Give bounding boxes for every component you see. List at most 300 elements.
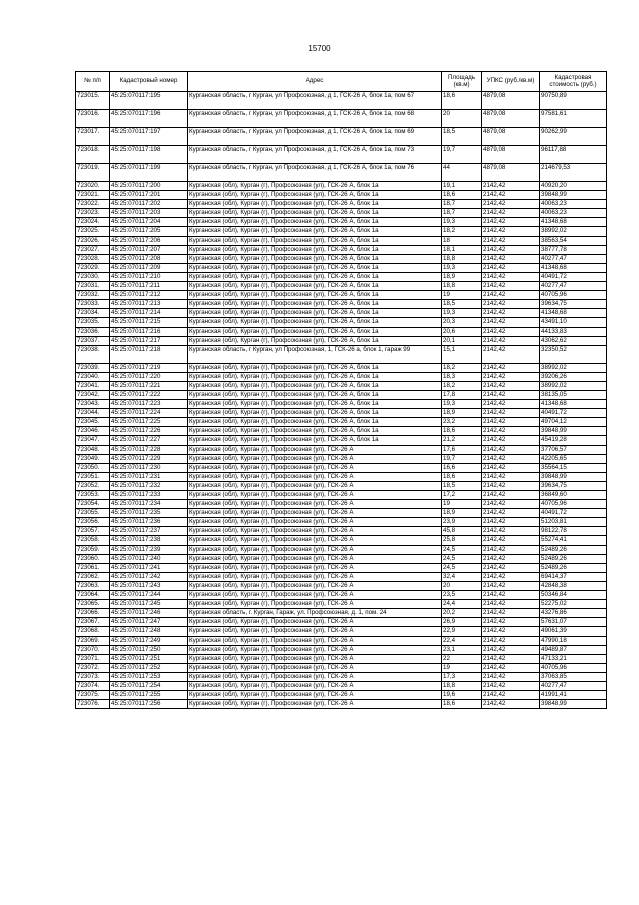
cadastral-number-cell: 45:25:070117:243 [110,581,188,590]
address-cell: Курганская область, г Курган, ул Профсоюзная, д 1, ГСК-26 А, блок 1а, пом 76 [188,164,442,182]
cadastral-value-cell: 69414,37 [540,572,607,581]
upks-cell: 2142,42 [482,654,540,663]
upks-cell: 2142,42 [482,345,540,363]
area-cell: 18,5 [442,481,482,490]
address-cell: Курганская (обл), Курган (г), Профсоюзная (ул), ГСК-26 А [188,536,442,545]
cadastral-number-cell: 45:25:070117:211 [110,282,188,291]
table-row [76,554,607,563]
upks-cell: 2142,42 [482,291,540,300]
cadastral-number-cell: 45:25:070117:221 [110,381,188,390]
cadastral-value-cell: 39848,99 [540,191,607,200]
area-cell: 18,5 [442,300,482,309]
row-number-cell: 723040. [76,372,110,381]
cadastral-number-cell: 45:25:070117:219 [110,363,188,372]
table-row [76,472,607,481]
row-number-cell: 723037. [76,336,110,345]
cadastral-number-cell: 45:25:070117:231 [110,472,188,481]
address-cell: Курганская (обл), Курган (г), Профсоюзная (ул), ГСК-26 А, блок 1а [188,263,442,272]
cadastral-number-cell: 45:25:070117:216 [110,327,188,336]
address-cell: Курганская (обл), Курган (г), Профсоюзная (ул), ГСК-26 А [188,545,442,554]
area-cell: 19,7 [442,146,482,164]
table-row [76,272,607,281]
cadastral-value-cell: 39848,99 [540,427,607,436]
row-number-cell: 723026. [76,236,110,245]
area-cell: 18,7 [442,209,482,218]
upks-cell: 4879,08 [482,146,540,164]
address-cell: Курганская (обл), Курган (г), Профсоюзная (ул), ГСК-26 А [188,454,442,463]
address-cell: Курганская (обл), Курган (г), Профсоюзная (ул), ГСК-26 А, блок 1а [188,282,442,291]
header-area: Площадь (кв.м) [442,72,482,92]
table-row [76,409,607,418]
area-cell: 24,4 [442,600,482,609]
table-row [76,518,607,527]
row-number-cell: 723073. [76,672,110,681]
cadastral-number-cell: 45:25:070117:240 [110,554,188,563]
area-cell: 23,2 [442,418,482,427]
upks-cell: 2142,42 [482,445,540,454]
table-row [76,454,607,463]
cadastral-value-cell: 52489,26 [540,563,607,572]
cadastral-value-cell: 90262,99 [540,128,607,146]
address-cell: Курганская (обл), Курган (г), Профсоюзная (ул), ГСК-26 А, блок 1а [188,191,442,200]
header-upks: УПКС (руб./кв.м) [482,72,540,92]
row-number-cell: 723047. [76,436,110,445]
upks-cell: 2142,42 [482,309,540,318]
upks-cell: 2142,42 [482,336,540,345]
area-cell: 17,2 [442,491,482,500]
area-cell: 19,3 [442,218,482,227]
table-row [76,427,607,436]
upks-cell: 2142,42 [482,327,540,336]
cadastral-value-cell: 38563,54 [540,236,607,245]
table-row [76,128,607,146]
area-cell: 20 [442,110,482,128]
cadastral-value-cell: 39634,75 [540,481,607,490]
cadastral-value-cell: 45419,28 [540,436,607,445]
upks-cell: 2142,42 [482,518,540,527]
area-cell: 21,2 [442,436,482,445]
cadastral-number-cell: 45:25:070117:199 [110,164,188,182]
cadastral-number-cell: 45:25:070117:212 [110,291,188,300]
cadastral-value-cell: 96117,88 [540,146,607,164]
table-row [76,164,607,182]
upks-cell: 2142,42 [482,272,540,281]
row-number-cell: 723036. [76,327,110,336]
upks-cell: 2142,42 [482,200,540,209]
row-number-cell: 723051. [76,472,110,481]
cadastral-value-cell: 40705,96 [540,500,607,509]
cadastral-value-cell: 40705,96 [540,291,607,300]
header-cadastral-number: Кадастровый номер [110,72,188,92]
table-row [76,500,607,509]
table-row [76,345,607,363]
address-cell: Курганская (обл), Курган (г), Профсоюзная (ул), ГСК-26 А [188,572,442,581]
cadastral-value-cell: 52489,26 [540,554,607,563]
upks-cell: 2142,42 [482,263,540,272]
table-row [76,227,607,236]
address-cell: Курганская (обл), Курган (г), Профсоюзная (ул), ГСК-26 А, блок 1а [188,218,442,227]
cadastral-value-cell: 214679,53 [540,164,607,182]
row-number-cell: 723027. [76,245,110,254]
table-row [76,300,607,309]
cadastral-value-cell: 38992,02 [540,227,607,236]
address-cell: Курганская (обл), Курган (г), Профсоюзная (ул), ГСК-26 А [188,681,442,690]
table-row [76,481,607,490]
table-header [76,72,607,92]
cadastral-value-cell: 37706,57 [540,445,607,454]
row-number-cell: 723029. [76,263,110,272]
table-row [76,146,607,164]
upks-cell: 2142,42 [482,254,540,263]
cadastral-value-cell: 52489,26 [540,545,607,554]
upks-cell: 2142,42 [482,472,540,481]
cadastral-value-cell: 37063,85 [540,672,607,681]
cadastral-number-cell: 45:25:070117:232 [110,481,188,490]
row-number-cell: 723017. [76,128,110,146]
area-cell: 18,9 [442,509,482,518]
table-row [76,400,607,409]
upks-cell: 2142,42 [482,282,540,291]
cadastral-value-cell: 40705,96 [540,663,607,672]
upks-cell: 2142,42 [482,554,540,563]
cadastral-value-cell: 51203,81 [540,518,607,527]
address-cell: Курганская (обл), Курган (г), Профсоюзная (ул), ГСК-26 А, блок 1а [188,409,442,418]
area-cell: 23,9 [442,518,482,527]
upks-cell: 4879,08 [482,128,540,146]
cadastral-value-cell: 49061,39 [540,627,607,636]
upks-cell: 4879,08 [482,110,540,128]
cadastral-number-cell: 45:25:070117:252 [110,663,188,672]
upks-cell: 2142,42 [482,481,540,490]
row-number-cell: 723024. [76,218,110,227]
row-number-cell: 723069. [76,636,110,645]
upks-cell: 2142,42 [482,191,540,200]
address-cell: Курганская (обл), Курган (г), Профсоюзная (ул), ГСК-26 А [188,509,442,518]
row-number-cell: 723052. [76,481,110,490]
row-number-cell: 723060. [76,554,110,563]
area-cell: 18,8 [442,681,482,690]
address-cell: Курганская (обл), Курган (г), Профсоюзная (ул), ГСК-26 А [188,491,442,500]
address-cell: Курганская (обл), Курган (г), Профсоюзная (ул), ГСК-26 А [188,527,442,536]
row-number-cell: 723070. [76,645,110,654]
table-row [76,654,607,663]
row-number-cell: 723057. [76,527,110,536]
address-cell: Курганская (обл), Курган (г), Профсоюзная (ул), ГСК-26 А, блок 1а [188,318,442,327]
cadastral-value-cell: 43062,62 [540,336,607,345]
address-cell: Курганская (обл), Курган (г), Профсоюзная (ул), ГСК-26 А, блок 1а [188,309,442,318]
cadastral-value-cell: 57631,07 [540,618,607,627]
address-cell: Курганская (обл), Курган (г), Профсоюзная (ул), ГСК-26 А, блок 1а [188,336,442,345]
area-cell: 18,6 [442,472,482,481]
address-cell: Курганская (обл), Курган (г), Профсоюзная (ул), ГСК-26 А, блок 1а [188,254,442,263]
area-cell: 17,6 [442,445,482,454]
cadastral-number-cell: 45:25:070117:247 [110,618,188,627]
address-cell: Курганская (обл), Курган (г), Профсоюзная (ул), ГСК-26 А, блок 1а [188,300,442,309]
row-number-cell: 723054. [76,500,110,509]
upks-cell: 2142,42 [482,427,540,436]
row-number-cell: 723076. [76,700,110,709]
row-number-cell: 723061. [76,563,110,572]
area-cell: 20,6 [442,327,482,336]
header-address: Адрес [188,72,442,92]
address-cell: Курганская (обл), Курган (г), Профсоюзная (ул), ГСК-26 А [188,600,442,609]
upks-cell: 2142,42 [482,563,540,572]
upks-cell: 2142,42 [482,509,540,518]
row-number-cell: 723059. [76,545,110,554]
table-row [76,563,607,572]
upks-cell: 2142,42 [482,463,540,472]
upks-cell: 2142,42 [482,536,540,545]
table-row [76,327,607,336]
cadastral-number-cell: 45:25:070117:239 [110,545,188,554]
cadastral-number-cell: 45:25:070117:197 [110,128,188,146]
address-cell: Курганская (обл), Курган (г), Профсоюзная (ул), ГСК-26 А [188,463,442,472]
upks-cell: 2142,42 [482,300,540,309]
table-row [76,236,607,245]
table-row [76,572,607,581]
row-number-cell: 723039. [76,363,110,372]
address-cell: Курганская (обл), Курган (г), Профсоюзная (ул), ГСК-26 А [188,636,442,645]
area-cell: 17,8 [442,390,482,399]
cadastral-number-cell: 45:25:070117:235 [110,509,188,518]
table-row [76,381,607,390]
upks-cell: 2142,42 [482,627,540,636]
area-cell: 20 [442,581,482,590]
upks-cell: 2142,42 [482,381,540,390]
row-number-cell: 723035. [76,318,110,327]
cadastral-number-cell: 45:25:070117:207 [110,245,188,254]
table-row [76,618,607,627]
area-cell: 17,3 [442,672,482,681]
table-row [76,581,607,590]
row-number-cell: 723046. [76,427,110,436]
cadastral-value-cell: 47133,21 [540,654,607,663]
table-row [76,436,607,445]
row-number-cell: 723074. [76,681,110,690]
cadastral-value-cell: 40491,72 [540,509,607,518]
cadastral-number-cell: 45:25:070117:228 [110,445,188,454]
address-cell: Курганская (обл), Курган (г), Профсоюзная (ул), ГСК-26 А [188,554,442,563]
cadastral-number-cell: 45:25:070117:218 [110,345,188,363]
row-number-cell: 723019. [76,164,110,182]
table-row [76,291,607,300]
address-cell: Курганская (обл), Курган (г), Профсоюзная (ул), ГСК-26 А [188,627,442,636]
cadastral-value-cell: 35564,15 [540,463,607,472]
row-number-cell: 723068. [76,627,110,636]
row-number-cell: 723065. [76,600,110,609]
cadastral-value-cell: 40920,20 [540,182,607,191]
cadastral-number-cell: 45:25:070117:251 [110,654,188,663]
cadastral-value-cell: 44133,83 [540,327,607,336]
table-row [76,663,607,672]
cadastral-number-cell: 45:25:070117:241 [110,563,188,572]
area-cell: 18,1 [442,245,482,254]
area-cell: 18,6 [442,700,482,709]
table-row [76,681,607,690]
row-number-cell: 723031. [76,282,110,291]
cadastral-number-cell: 45:25:070117:214 [110,309,188,318]
address-cell: Курганская (обл), Курган (г), Профсоюзная (ул), ГСК-26 А [188,481,442,490]
row-number-cell: 723067. [76,618,110,627]
area-cell: 18,6 [442,92,482,110]
cadastral-number-cell: 45:25:070117:238 [110,536,188,545]
cadastral-value-cell: 42205,65 [540,454,607,463]
upks-cell: 2142,42 [482,500,540,509]
area-cell: 23,5 [442,591,482,600]
area-cell: 18,2 [442,381,482,390]
cadastral-number-cell: 45:25:070117:223 [110,400,188,409]
cadastral-value-cell: 98122,78 [540,527,607,536]
cadastral-value-cell: 40063,23 [540,209,607,218]
cadastral-number-cell: 45:25:070117:222 [110,390,188,399]
area-cell: 20,3 [442,318,482,327]
upks-cell: 2142,42 [482,454,540,463]
area-cell: 20,1 [442,336,482,345]
area-cell: 24,5 [442,563,482,572]
cadastral-value-cell: 43491,10 [540,318,607,327]
address-cell: Курганская (обл), Курган (г), Профсоюзная (ул), ГСК-26 А, блок 1а [188,272,442,281]
address-cell: Курганская (обл), Курган (г), Профсоюзная (ул), ГСК-26 А [188,618,442,627]
area-cell: 25,8 [442,536,482,545]
address-cell: Курганская (обл), Курган (г), Профсоюзная (ул), ГСК-26 А [188,654,442,663]
cadastral-value-cell: 41348,68 [540,400,607,409]
table-row [76,627,607,636]
cadastral-number-cell: 45:25:070117:210 [110,272,188,281]
table-row [76,336,607,345]
cadastral-value-cell: 40063,23 [540,200,607,209]
header-row [76,72,607,92]
cadastral-number-cell: 45:25:070117:244 [110,591,188,600]
cadastral-value-cell: 39634,75 [540,300,607,309]
table-row [76,636,607,645]
address-cell: Курганская (обл), Курган (г), Профсоюзная (ул), ГСК-26 А [188,500,442,509]
area-cell: 24,5 [442,554,482,563]
table-row [76,218,607,227]
cadastral-number-cell: 45:25:070117:203 [110,209,188,218]
upks-cell: 2142,42 [482,581,540,590]
row-number-cell: 723042. [76,390,110,399]
area-cell: 18,9 [442,272,482,281]
cadastral-value-cell: 52275,02 [540,600,607,609]
table-row [76,609,607,618]
cadastral-table [75,71,607,709]
area-cell: 18,2 [442,363,482,372]
table-row [76,672,607,681]
row-number-cell: 723072. [76,663,110,672]
area-cell: 18,8 [442,282,482,291]
upks-cell: 2142,42 [482,418,540,427]
address-cell: Курганская (обл), Курган (г), Профсоюзная (ул), ГСК-26 А, блок 1а [188,209,442,218]
address-cell: Курганская (обл), Курган (г), Профсоюзная (ул), ГСК-26 А [188,518,442,527]
upks-cell: 2142,42 [482,600,540,609]
upks-cell: 2142,42 [482,691,540,700]
cadastral-value-cell: 38992,02 [540,363,607,372]
cadastral-number-cell: 45:25:070117:209 [110,263,188,272]
header-cadastral-value: Кадастровая стоимость (руб.) [540,72,607,92]
row-number-cell: 723064. [76,591,110,600]
table-row [76,200,607,209]
upks-cell: 2142,42 [482,209,540,218]
address-cell: Курганская (обл), Курган (г), Профсоюзная (ул), ГСК-26 А, блок 1а [188,291,442,300]
cadastral-number-cell: 45:25:070117:225 [110,418,188,427]
area-cell: 19 [442,500,482,509]
table-row [76,182,607,191]
address-cell: Курганская (обл), Курган (г), Профсоюзная (ул), ГСК-26 А, блок 1а [188,400,442,409]
cadastral-number-cell: 45:25:070117:200 [110,182,188,191]
row-number-cell: 723033. [76,300,110,309]
row-number-cell: 723038. [76,345,110,363]
upks-cell: 2142,42 [482,390,540,399]
cadastral-number-cell: 45:25:070117:220 [110,372,188,381]
address-cell: Курганская (обл), Курган (г), Профсоюзная (ул), ГСК-26 А, блок 1а [188,418,442,427]
row-number-cell: 723020. [76,182,110,191]
address-cell: Курганская (обл), Курган (г), Профсоюзная (ул), ГСК-26 А, блок 1а [188,372,442,381]
row-number-cell: 723050. [76,463,110,472]
cadastral-value-cell: 55274,41 [540,536,607,545]
address-cell: Курганская (обл), Курган (г), Профсоюзная (ул), ГСК-26 А, блок 1а [188,436,442,445]
upks-cell: 2142,42 [482,372,540,381]
row-number-cell: 723025. [76,227,110,236]
cadastral-value-cell: 39848,99 [540,700,607,709]
cadastral-number-cell: 45:25:070117:224 [110,409,188,418]
table-row [76,245,607,254]
cadastral-number-cell: 45:25:070117:233 [110,491,188,500]
table-row [76,491,607,500]
cadastral-value-cell: 38992,02 [540,381,607,390]
area-cell: 19,1 [442,182,482,191]
cadastral-number-cell: 45:25:070117:237 [110,527,188,536]
address-cell: Курганская (обл), Курган (г), Профсоюзная (ул), ГСК-26 А [188,581,442,590]
row-number-cell: 723048. [76,445,110,454]
cadastral-number-cell: 45:25:070117:205 [110,227,188,236]
table-row [76,509,607,518]
row-number-cell: 723021. [76,191,110,200]
cadastral-number-cell: 45:25:070117:226 [110,427,188,436]
table-row [76,691,607,700]
cadastral-value-cell: 41348,68 [540,263,607,272]
area-cell: 19,3 [442,309,482,318]
cadastral-number-cell: 45:25:070117:255 [110,691,188,700]
address-cell: Курганская (обл), Курган (г), Профсоюзная (ул), ГСК-26 А [188,700,442,709]
table-row [76,536,607,545]
cadastral-number-cell: 45:25:070117:236 [110,518,188,527]
table-body [76,92,607,709]
upks-cell: 2142,42 [482,236,540,245]
address-cell: Курганская (обл), Курган (г), Профсоюзная (ул), ГСК-26 А [188,672,442,681]
cadastral-number-cell: 45:25:070117:245 [110,600,188,609]
cadastral-value-cell: 39848,99 [540,472,607,481]
row-number-cell: 723075. [76,691,110,700]
cadastral-value-cell: 90750,89 [540,92,607,110]
cadastral-number-cell: 45:25:070117:250 [110,645,188,654]
row-number-cell: 723049. [76,454,110,463]
table-row [76,254,607,263]
address-cell: Курганская область, г Курган, ул Профсоюзная, д 1, ГСК-26 А, блок 1а, пом 69 [188,128,442,146]
area-cell: 18,9 [442,409,482,418]
upks-cell: 2142,42 [482,572,540,581]
cadastral-value-cell: 41991,41 [540,691,607,700]
address-cell: Курганская (обл), Курган (г), Профсоюзная (ул), ГСК-26 А, блок 1а [188,427,442,436]
row-number-cell: 723041. [76,381,110,390]
table-row [76,700,607,709]
area-cell: 44 [442,164,482,182]
cadastral-value-cell: 49489,87 [540,645,607,654]
table-row [76,600,607,609]
cadastral-number-cell: 45:25:070117:248 [110,627,188,636]
address-cell: Курганская (обл), Курган (г), Профсоюзная (ул), ГСК-26 А [188,645,442,654]
table-row [76,545,607,554]
row-number-cell: 723015. [76,92,110,110]
